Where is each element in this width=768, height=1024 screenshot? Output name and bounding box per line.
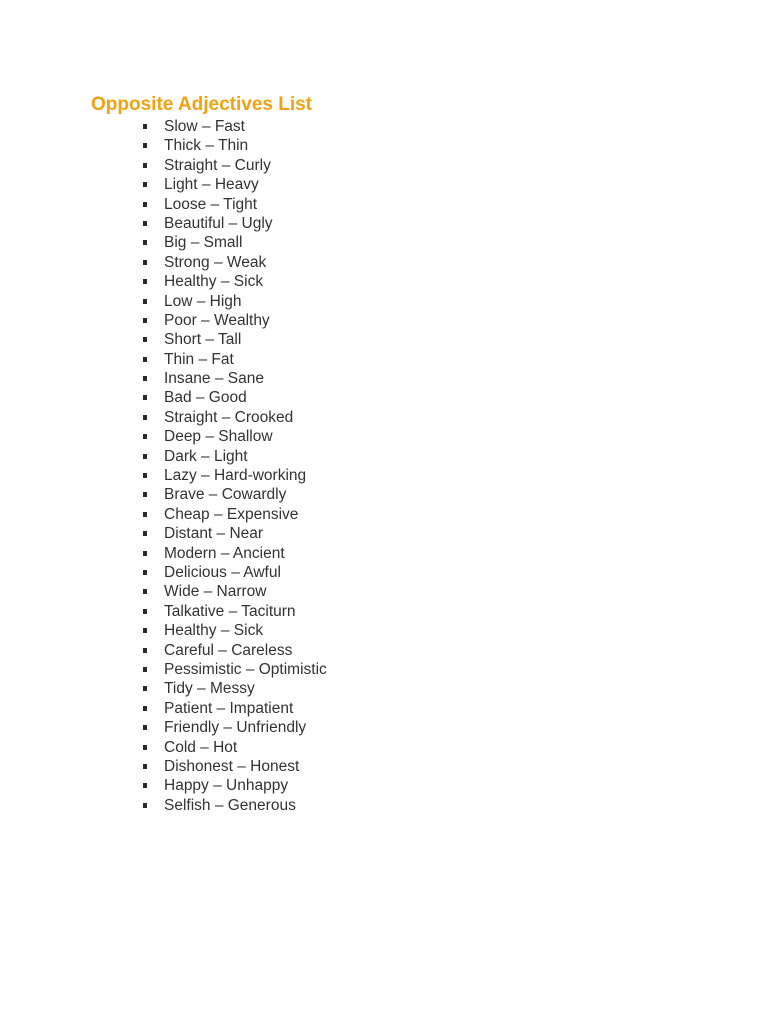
square-bullet-icon [143, 434, 147, 439]
list-item-text: Slow – Fast [164, 118, 245, 135]
square-bullet-icon [143, 357, 147, 362]
list-item-text: Poor – Wealthy [164, 311, 270, 329]
square-bullet-icon [143, 686, 147, 691]
list-item-text: Wide – Narrow [164, 583, 267, 601]
square-bullet-icon [143, 725, 147, 730]
square-bullet-icon [143, 531, 147, 536]
square-bullet-icon [143, 570, 147, 575]
list-item-text: Dishonest – Honest [164, 757, 300, 775]
list-item-text: Thick – Thin [164, 137, 249, 155]
list-item-text: Talkative – Taciturn [164, 602, 296, 620]
list-item-text: Low – High [164, 292, 242, 310]
list-item-text: Big – Small [164, 234, 243, 252]
page-title: Opposite Adjectives List [91, 94, 313, 115]
list-item-text: Pessimistic – Optimistic [164, 660, 327, 678]
list-item-text: Cold – Hot [164, 738, 238, 756]
list-item-text: Light – Heavy [164, 176, 259, 194]
list-item-text: Short – Tall [164, 331, 242, 349]
list-item-text: Straight – Crooked [164, 408, 294, 426]
square-bullet-icon [143, 124, 147, 129]
square-bullet-icon [143, 803, 147, 808]
square-bullet-icon [143, 143, 147, 148]
list-item-text: Straight – Curly [164, 156, 271, 174]
list-item-text: Brave – Cowardly [164, 486, 287, 504]
list-item-text: Tidy – Messy [164, 680, 255, 698]
list-item-text: Distant – Near [164, 525, 264, 543]
square-bullet-icon [143, 628, 147, 633]
square-bullet-icon [143, 221, 147, 226]
square-bullet-icon [143, 492, 147, 497]
list-item-text: Insane – Sane [164, 370, 264, 388]
square-bullet-icon [143, 745, 147, 750]
list-item-text: Beautiful – Ugly [164, 214, 273, 232]
square-bullet-icon [143, 764, 147, 769]
square-bullet-icon [143, 667, 147, 672]
list-item-text: Dark – Light [164, 447, 248, 465]
list-item-text: Friendly – Unfriendly [164, 719, 307, 737]
square-bullet-icon [143, 783, 147, 788]
square-bullet-icon [143, 551, 147, 556]
square-bullet-icon [143, 454, 147, 459]
square-bullet-icon [143, 473, 147, 478]
list-item-text: Bad – Good [164, 389, 247, 407]
square-bullet-icon [143, 279, 147, 284]
list-item-text: Strong – Weak [164, 253, 267, 271]
square-bullet-icon [143, 299, 147, 304]
square-bullet-icon [143, 337, 147, 342]
square-bullet-icon [143, 648, 147, 653]
list-item-text: Healthy – Sick [164, 273, 264, 291]
square-bullet-icon [143, 376, 147, 381]
square-bullet-icon [143, 512, 147, 517]
list-item-text: Delicious – Awful [164, 563, 281, 581]
square-bullet-icon [143, 609, 147, 614]
square-bullet-icon [143, 589, 147, 594]
list-item-text: Selfish – Generous [164, 796, 296, 814]
list-item-text: Loose – Tight [164, 195, 258, 213]
square-bullet-icon [143, 415, 147, 420]
list-item-text: Lazy – Hard-working [164, 467, 307, 485]
list-item-text: Modern – Ancient [164, 544, 285, 562]
square-bullet-icon [143, 706, 147, 711]
list-item-text: Patient – Impatient [164, 699, 294, 717]
list-item-text: Cheap – Expensive [164, 505, 299, 523]
list-item-text: Thin – Fat [164, 350, 234, 368]
square-bullet-icon [143, 260, 147, 265]
square-bullet-icon [143, 163, 147, 168]
square-bullet-icon [143, 182, 147, 187]
square-bullet-icon [143, 395, 147, 400]
list-item-text: Careful – Careless [164, 641, 293, 659]
list-item-text: Happy – Unhappy [164, 777, 289, 795]
list-item-text: Deep – Shallow [164, 428, 273, 446]
square-bullet-icon [143, 240, 147, 245]
square-bullet-icon [143, 318, 147, 323]
list-item-text: Healthy – Sick [164, 622, 264, 640]
square-bullet-icon [143, 202, 147, 207]
